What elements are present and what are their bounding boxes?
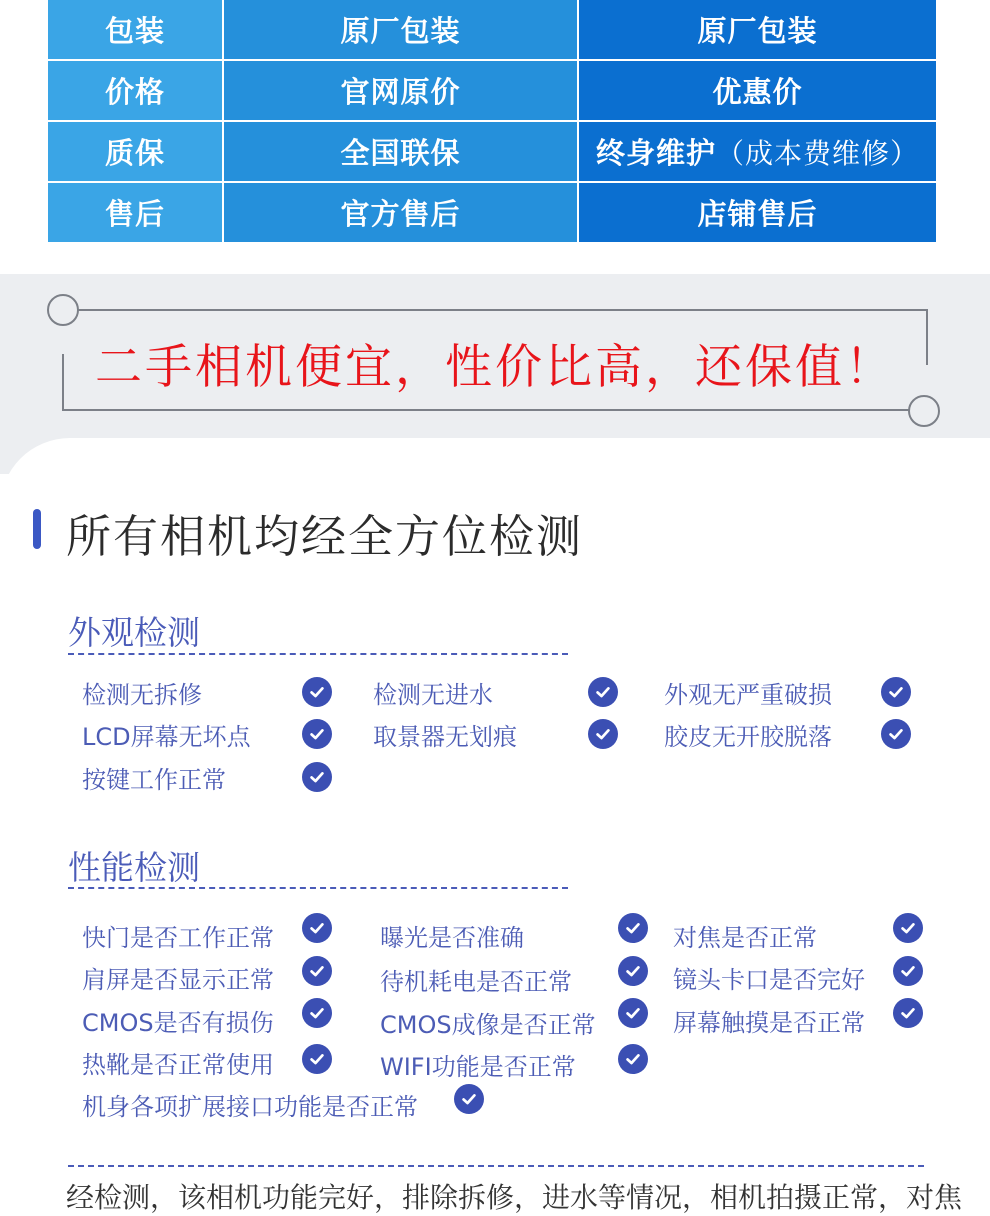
shop-price: 优惠价 — [579, 61, 936, 120]
check-circle-icon — [588, 677, 618, 707]
check-item-label: 机身各项扩展接口功能是否正常 — [82, 1093, 418, 1121]
official-packaging: 原厂包装 — [224, 0, 577, 59]
check-circle-icon — [893, 913, 923, 943]
check-item-label: 检测无进水 — [373, 681, 493, 709]
inspection-summary: 经检测，该相机功能完好，排除拆修，进水等情况，相机拍摄正常，对焦 — [66, 1181, 963, 1214]
row-label-price: 价格 — [48, 61, 222, 120]
banner-frame-line — [78, 309, 928, 311]
check-item-label: LCD屏幕无坏点 — [82, 723, 251, 751]
comparison-table — [48, 0, 932, 242]
dashed-divider — [68, 887, 568, 889]
check-item-label: 曝光是否准确 — [380, 924, 524, 952]
check-circle-icon — [588, 719, 618, 749]
circle-ornament-icon — [47, 294, 79, 326]
official-price: 官网原价 — [224, 61, 577, 120]
check-item-label: 屏幕触摸是否正常 — [673, 1009, 865, 1037]
shop-warranty-main: 终身维护 — [595, 136, 716, 170]
row-label-warranty: 质保 — [48, 122, 222, 181]
official-warranty: 全国联保 — [224, 122, 577, 181]
check-circle-icon — [302, 762, 332, 792]
check-circle-icon — [893, 998, 923, 1028]
check-circle-icon — [881, 719, 911, 749]
check-item-label: CMOS成像是否正常 — [380, 1011, 596, 1039]
shop-warranty-note: （成本费维修） — [716, 136, 920, 170]
official-aftersales: 官方售后 — [224, 183, 577, 242]
check-circle-icon — [302, 1044, 332, 1074]
section-accent-bar — [33, 509, 41, 549]
check-item-label: 胶皮无开胶脱落 — [664, 723, 832, 751]
check-circle-icon — [893, 956, 923, 986]
check-item-label: 按键工作正常 — [82, 766, 226, 794]
check-item-label: 外观无严重破损 — [664, 681, 832, 709]
check-circle-icon — [302, 677, 332, 707]
shop-warranty — [579, 122, 936, 181]
check-circle-icon — [618, 998, 648, 1028]
banner-slogan: 二手相机便宜，性价比高，还保值！ — [95, 340, 895, 395]
row-label-packaging: 包装 — [48, 0, 222, 59]
row-label-aftersales: 售后 — [48, 183, 222, 242]
check-item-label: 检测无拆修 — [82, 681, 202, 709]
check-item-label: 热靴是否正常使用 — [82, 1051, 274, 1079]
check-circle-icon — [302, 998, 332, 1028]
check-circle-icon — [454, 1084, 484, 1114]
check-item-label: 对焦是否正常 — [673, 924, 817, 952]
shop-aftersales: 店铺售后 — [579, 183, 936, 242]
check-circle-icon — [618, 956, 648, 986]
check-circle-icon — [302, 913, 332, 943]
check-item-label: 肩屏是否显示正常 — [82, 966, 274, 994]
check-item-label: 取景器无划痕 — [373, 723, 517, 751]
check-item-label: CMOS是否有损伤 — [82, 1009, 274, 1037]
dashed-divider — [68, 653, 568, 655]
performance-heading: 性能检测 — [68, 848, 200, 887]
dashed-divider — [68, 1165, 924, 1167]
check-circle-icon — [618, 913, 648, 943]
appearance-heading: 外观检测 — [68, 613, 200, 652]
check-item-label: 镜头卡口是否完好 — [673, 966, 865, 994]
section-title: 所有相机均经全方位检测 — [66, 510, 584, 563]
circle-ornament-icon — [908, 395, 940, 427]
banner-frame-line — [62, 409, 910, 411]
check-circle-icon — [302, 956, 332, 986]
check-circle-icon — [618, 1044, 648, 1074]
check-item-label: 待机耗电是否正常 — [380, 968, 572, 996]
check-item-label: WIFI功能是否正常 — [380, 1053, 576, 1081]
check-circle-icon — [881, 677, 911, 707]
check-circle-icon — [302, 719, 332, 749]
shop-packaging: 原厂包装 — [579, 0, 936, 59]
check-item-label: 快门是否工作正常 — [82, 924, 274, 952]
